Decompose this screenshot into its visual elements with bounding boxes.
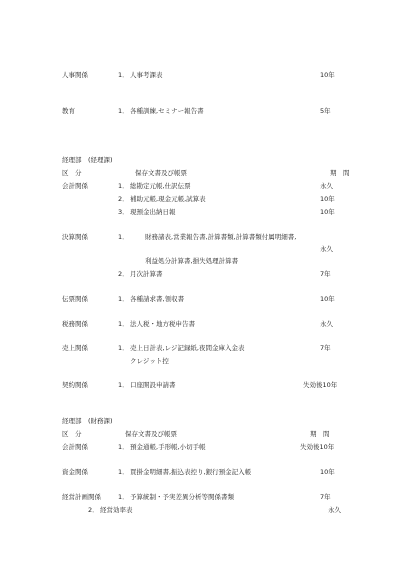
document-item: 総勘定元帳,仕訳伝票 (130, 182, 191, 190)
retention-period: 10年 (320, 468, 335, 476)
section-title: 経理部 (経理課) (62, 156, 113, 164)
retention-period: 永久 (328, 506, 341, 514)
item-number: 1． (118, 344, 129, 352)
document-item: 経営効率表 (100, 506, 133, 514)
document-item: 預金通帳,手形帳,小切手帳 (130, 443, 206, 451)
retention-period: 失効後10年 (303, 381, 338, 389)
document-item: 買掛金明細書,振込表控り,銀行預金記入帳 (130, 468, 252, 476)
category-zeimu: 税務関係 (62, 320, 88, 328)
category-keiyaku: 契約関係 (62, 381, 88, 389)
retention-period: 7年 (320, 344, 331, 352)
document-item-continued: クレジット控 (130, 357, 169, 365)
header-documents: 保存文書及び帳票 (125, 430, 177, 438)
category-kaikei: 会計関係 (62, 443, 88, 451)
retention-period: 10年 (320, 208, 335, 216)
document-item: 現預金出納日報 (130, 208, 176, 216)
item-number: 1． (118, 233, 129, 241)
document-item: 法人税・地方税申告書 (130, 320, 195, 328)
item-number: 1． (118, 182, 129, 190)
item-number: 2． (118, 270, 129, 278)
document-item: 各種請求書,領収書 (130, 295, 185, 303)
retention-period: 10年 (320, 295, 335, 303)
retention-period: 7年 (320, 493, 331, 501)
item-number: 1． (118, 295, 129, 303)
retention-period: 10年 (320, 71, 335, 79)
category-uriage: 売上関係 (62, 344, 88, 352)
retention-period: 永久 (320, 182, 333, 190)
item-number: 1． (118, 71, 129, 79)
document-item: 口座開設申請書 (130, 381, 176, 389)
document-item: 売上日計表,レジ記録紙,夜間金庫入金表 (130, 344, 245, 352)
retention-period: 失効後10年 (300, 443, 335, 451)
retention-period: 永久 (320, 245, 333, 253)
header-period: 期 間 (330, 169, 350, 177)
document-item: 月次計算書 (130, 270, 163, 278)
category-kessan: 決算関係 (62, 233, 88, 241)
header-documents: 保存文書及び帳票 (135, 169, 187, 177)
document-item: 財務諸表,営業報告書,計算書類,計算書類付属明細書, (145, 233, 297, 241)
item-number: 1． (118, 493, 129, 501)
category-hr: 人事関係 (62, 71, 88, 79)
document-item-continued: 利益処分計算書,損失処理計算書 (145, 257, 239, 265)
document-item: 補助元帳,現金元帳,試算表 (130, 195, 206, 203)
retention-period: 永久 (320, 320, 333, 328)
category-kaikei: 会計関係 (62, 182, 88, 190)
item-number: 2． (118, 195, 129, 203)
section-title: 経理部 (財務課) (62, 417, 113, 425)
retention-period: 10年 (320, 195, 335, 203)
item-number: 1． (118, 443, 129, 451)
category-keiei: 経営計画関係 (62, 493, 101, 501)
header-category: 区 分 (62, 430, 82, 438)
retention-period: 5年 (320, 107, 331, 115)
item-number: 1． (118, 381, 129, 389)
category-shikin: 資金関係 (62, 468, 88, 476)
item-number: 2． (88, 506, 99, 514)
header-period: 期 間 (310, 430, 330, 438)
item-number: 3． (118, 208, 129, 216)
retention-period: 7年 (320, 270, 331, 278)
document-item: 各種訓練,セミナー報告書 (130, 107, 204, 115)
item-number: 1． (118, 107, 129, 115)
header-category: 区 分 (62, 169, 82, 177)
category-denpyo: 伝票関係 (62, 295, 88, 303)
document-item: 人事考課表 (130, 71, 163, 79)
category-education: 教育 (62, 107, 75, 115)
document-item: 予算統制・予実差異分析等関係書類 (130, 493, 234, 501)
item-number: 1． (118, 320, 129, 328)
item-number: 1． (118, 468, 129, 476)
